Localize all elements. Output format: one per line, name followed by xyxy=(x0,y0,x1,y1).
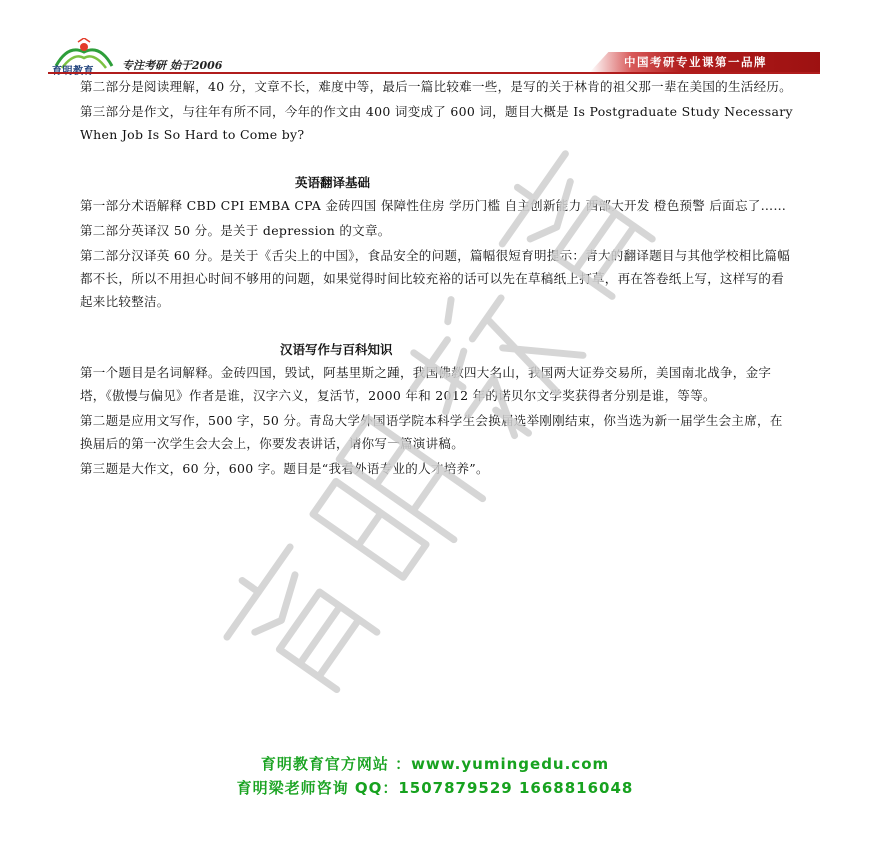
footer-website: 育明教育官方网站 ：www.yumingedu.com xyxy=(260,755,610,773)
header-divider xyxy=(48,72,820,74)
paragraph-big-essay: 第三题是大作文，60 分，600 字。题目是“我看外语专业的人才培养”。 xyxy=(80,461,489,476)
header-slogan: 专注考研 始于2006 xyxy=(122,59,223,72)
paragraph-glossary: 第一个题目是名词解释。金砖四国，毁试，阿基里斯之踵，我国佛教四大名山，我国两大证券交易所，美国南北战争，金字塔，《傲慢与偏见》作者是谁，汉字六义，复活节，2000 年和 2012 年的诺贝尔文学奖获得者分别是谁，等等。 xyxy=(80,365,772,403)
section-title-translation: 英语翻译基础 xyxy=(295,175,371,190)
footer-contact: 育明梁老师咨询 QQ：1507879529 1668816048 xyxy=(236,779,634,797)
paragraph-reading: 第二部分是阅读理解，40 分，文章不长，难度中等，最后一篇比较难一些，是写的关于林肯的祖父那一辈在美国的生活经历。 xyxy=(80,79,792,94)
page-footer xyxy=(0,752,870,800)
paragraph-practical-writing: 第二题是应用文写作，500 字，50 分。青岛大学外国语学院本科学生会换届选举刚刚结束，你当选为新一届学生会主席，在换届后的第一次学生会大会上，你要发表讲话，请你写一篇演讲稿。 xyxy=(80,413,783,451)
paragraph-essay: 第三部分是作文，与往年有所不同，今年的作文由 400 词变成了 600 词，题目大概是 Is Postgraduate Study Necessary When Job Is So Hard to Come by? xyxy=(80,104,793,142)
paragraph-terms: 第一部分术语解释 CBD CPI EMBA CPA 金砖四国 保障性住房 学历门槛 自主创新能力 西部大开发 橙色预警 后面忘了…… xyxy=(80,198,787,213)
section-title-writing: 汉语写作与百科知识 xyxy=(280,342,393,357)
page-header xyxy=(0,0,870,78)
paragraph-c2e: 第二部分汉译英 60 分。是关于《舌尖上的中国》，食品安全的问题，篇幅很短育明提示：青大的翻译题目与其他学校相比篇幅都不长，所以不用担心时间不够用的问题，如果觉得时间比较充裕的话可以先在草稿纸上打草，再在答卷纸上写，这样写的看起来比较整洁。 xyxy=(80,248,791,309)
main-content xyxy=(80,75,795,480)
paragraph-e2c: 第二部分英译汉 50 分。是关于 depression 的文章。 xyxy=(80,223,391,238)
header-tagline: 中国考研专业课第一品牌 xyxy=(624,55,767,69)
